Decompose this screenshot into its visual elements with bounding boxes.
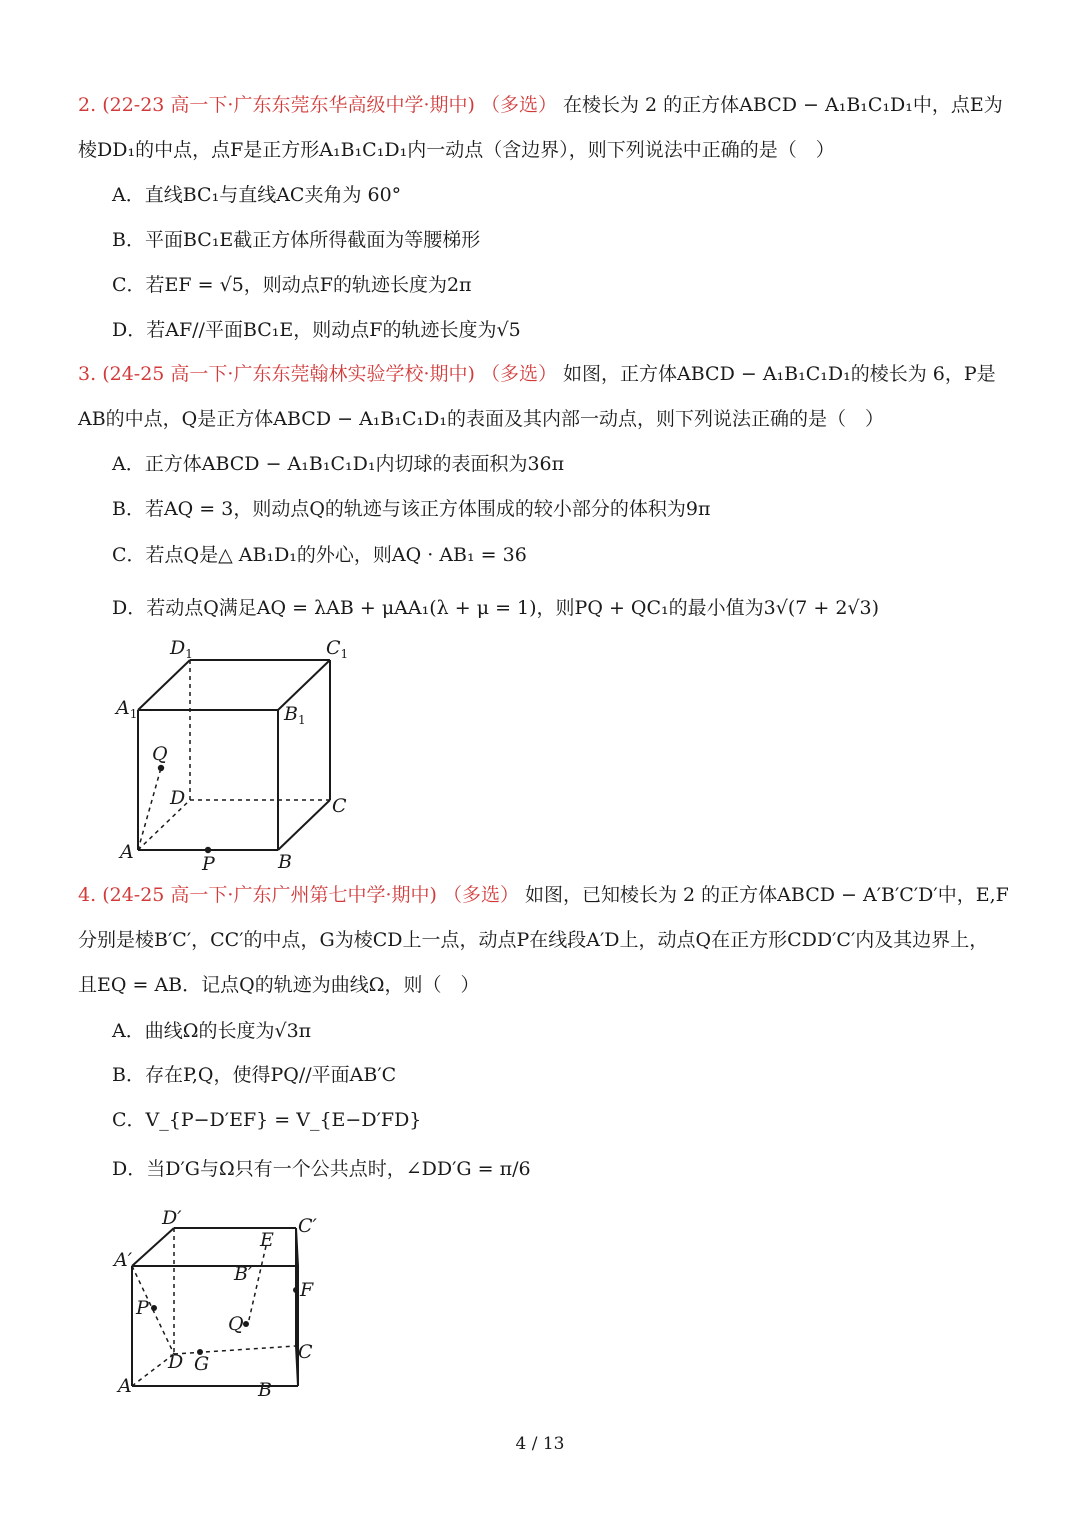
q4-stem1: 如图，已知棱长为 2 的正方体ABCD − A′B′C′D′中，E,F [525,884,1009,906]
q3-source: (24-25 高一下·广东东莞翰林实验学校·期中) [102,363,475,385]
q2-number: 2. [78,94,97,116]
q2-option-b: B．平面BC₁E截正方体所得截面为等腰梯形 [112,229,481,251]
q2-source: (22-23 高一下·广东东莞东华高级中学·期中) [102,94,475,116]
q3-label-d1: $D_1$ [170,637,193,661]
q4-label-d-prime: D′ [162,1207,182,1229]
q3-label-q: Q [152,743,168,765]
q4-option-c: C．V_{P−D′EF} = V_{E−D′FD} [112,1109,422,1131]
q4-stem2: 分别是棱B′C′，CC′的中点，G为棱CD上一点，动点P在线段A′D上，动点Q在正方形CDD′C′内及其边界上， [78,929,989,951]
q2-stem2: 棱DD₁的中点，点F是正方形A₁B₁C₁D₁内一动点（含边界），则下列说法中正确的是（ ） [78,139,835,161]
q2-tag: （多选） [480,94,557,116]
q4-label-a-prime: A′ [114,1249,133,1271]
q4-label-f: F [300,1279,314,1301]
q3-label-c: C [332,795,347,817]
q4-number: 4. [78,884,97,906]
q3-option-c: C．若点Q是△ AB₁D₁的外心，则AQ · AB₁ = 36 [112,544,527,566]
q3-option-a: A．正方体ABCD − A₁B₁C₁D₁内切球的表面积为36π [112,453,565,475]
q4-label-g: G [194,1353,210,1375]
q4-label-b-prime: B′ [234,1263,253,1285]
q4-source: (24-25 高一下·广东广州第七中学·期中) [102,884,437,906]
q4-option-b: B．存在P,Q，使得PQ//平面AB′C [112,1064,397,1086]
q4-cube-figure [108,1206,328,1402]
q4-tag: （多选） [442,884,519,906]
q2-stem-line1 [78,92,1003,118]
q4-label-c-prime: C′ [298,1215,317,1237]
q3-stem2: AB的中点，Q是正方体ABCD − A₁B₁C₁D₁的表面及其内部一动点，则下列说法正确的是（ ） [78,408,884,430]
q4-option-a: A．曲线Ω的长度为√3π [112,1020,312,1042]
q4-stem-line1 [78,882,1009,908]
q3-stem1: 如图，正方体ABCD − A₁B₁C₁D₁的棱长为 6，P是 [563,363,996,385]
q4-label-c: C [298,1341,313,1363]
q4-label-d: D [168,1351,184,1373]
q2-stem1: 在棱长为 2 的正方体ABCD − A₁B₁C₁D₁中，点E为 [563,94,1003,116]
q3-label-c1: $C_1$ [326,637,349,661]
page-number: 4 / 13 [515,1434,565,1454]
q4-label-b: B [258,1379,272,1401]
q3-option-b: B．若AQ = 3，则动点Q的轨迹与该正方体围成的较小部分的体积为9π [112,498,711,520]
q3-label-b1: $B_1$ [284,703,306,727]
q3-label-a: A [120,841,134,863]
q4-label-q: Q [228,1313,244,1335]
q2-option-d: D．若AF//平面BC₁E，则动点F的轨迹长度为√5 [112,319,521,341]
q3-label-p: P [202,853,215,875]
q3-number: 3. [78,363,97,385]
q4-label-p: P [136,1297,149,1319]
q2-option-c: C．若EF = √5，则动点F的轨迹长度为2π [112,274,472,296]
q4-option-d: D．当D′G与Ω只有一个公共点时，∠DD′G = π/6 [112,1158,531,1180]
q3-cube-figure [108,628,368,878]
q2-option-a: A．直线BC₁与直线AC夹角为 60° [112,184,402,206]
q4-label-e: E [260,1229,274,1251]
q3-option-d: D．若动点Q满足AQ = λAB + μAA₁(λ + μ = 1)，则PQ + QC₁的最小值为3√(7 + 2√3) [112,597,880,619]
q3-label-b: B [278,851,292,873]
q4-stem3: 且EQ = AB．记点Q的轨迹为曲线Ω，则（ ） [78,974,480,996]
q3-label-a1: $A_1$ [116,697,138,721]
q3-tag: （多选） [480,363,557,385]
q4-label-a: A [118,1375,132,1397]
q3-label-d: D [170,787,186,809]
q3-stem-line1 [78,361,996,387]
